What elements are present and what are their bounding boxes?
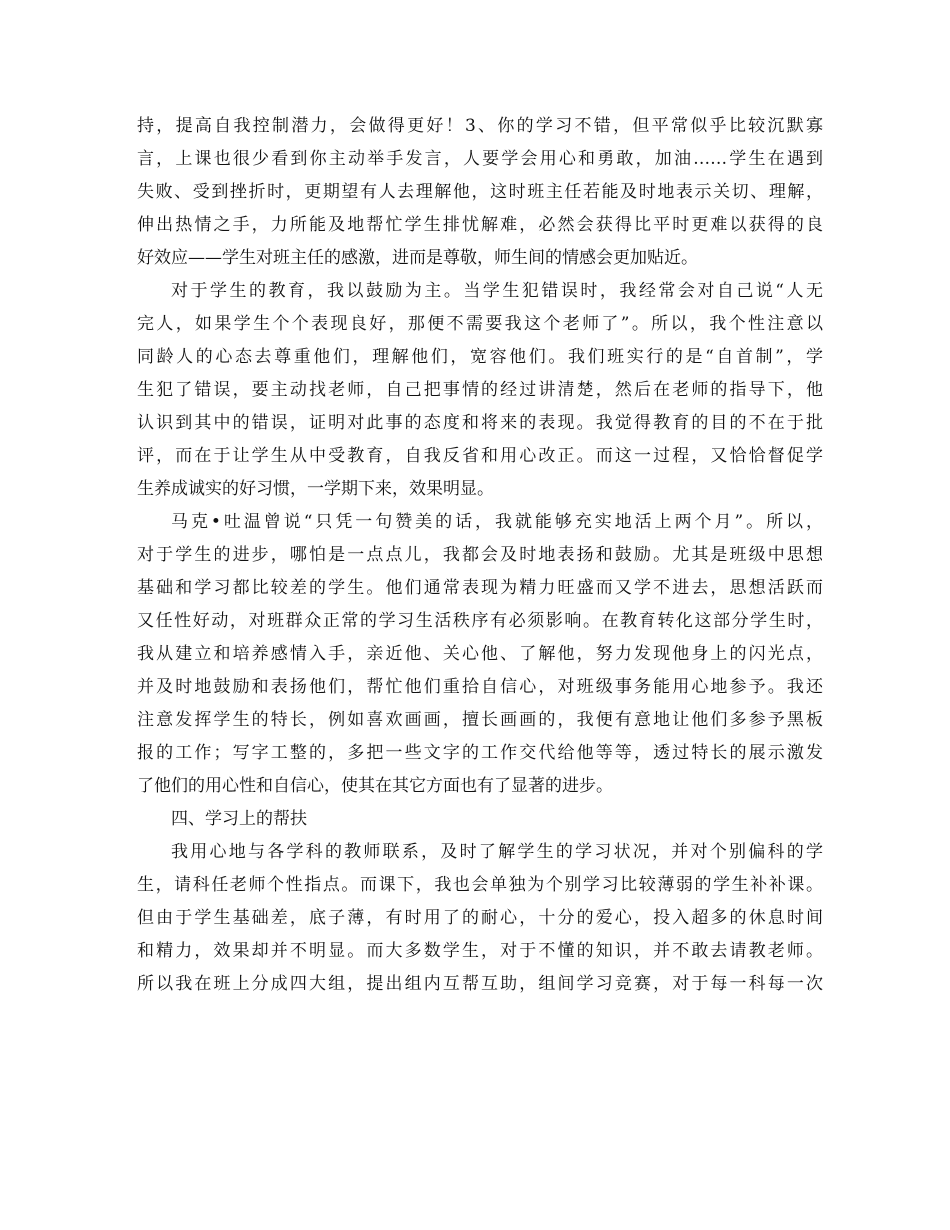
text-line: 和精力，效果却并不明显。而大多数学生，对于不懂的知识，并不敢去请教老师。 xyxy=(137,941,823,961)
text-line: 我用心地与各学科的教师联系，及时了解学生的学习状况，并对个别偏科的学 xyxy=(171,842,823,862)
text-line: 生养成诚实的好习惯，一学期下来，效果明显。 xyxy=(137,479,494,499)
text-line: 好效应——学生对班主任的感激，进而是尊敬，师生间的情感会更加贴近。 xyxy=(137,248,698,268)
text-line: 我从建立和培养感情入手，亲近他、关心他、了解他，努力发现他身上的闪光点， xyxy=(137,644,823,664)
text-line: 所以我在班上分成四大组，提出组内互帮互助，组间学习竞赛，对于每一科每一次 xyxy=(137,974,823,994)
text-line: 又任性好动，对班群众正常的学习生活秩序有必须影响。在教育转化这部分学生时， xyxy=(137,611,823,631)
text-line: 基础和学习都比较差的学生。他们通常表现为精力旺盛而又学不进去，思想活跃而 xyxy=(137,578,823,598)
text-line: 注意发挥学生的特长，例如喜欢画画，擅长画画的，我便有意地让他们多参予黑板 xyxy=(137,710,823,730)
text-line: 生犯了错误，要主动找老师，自己把事情的经过讲清楚，然后在老师的指导下，他 xyxy=(137,380,823,400)
text-line: 持，提高自我控制潜力，会做得更好！3、你的学习不错，但平常似乎比较沉默寡 xyxy=(137,116,823,136)
text-line: 评，而在于让学生从中受教育，自我反省和用心改正。而这一过程，又恰恰督促学 xyxy=(137,446,823,466)
text-line: 马克•吐温曾说“只凭一句赞美的话，我就能够充实地活上两个月”。所以， xyxy=(171,512,823,532)
text-line: 但由于学生基础差，底子薄，有时用了的耐心，十分的爱心，投入超多的休息时间 xyxy=(137,908,823,928)
text-line: 对于学生的进步，哪怕是一点点儿，我都会及时地表扬和鼓励。尤其是班级中思想 xyxy=(137,545,823,565)
text-line: 同龄人的心态去尊重他们，理解他们，宽容他们。我们班实行的是“自首制”，学 xyxy=(137,347,823,367)
text-line: 认识到其中的错误，证明对此事的态度和将来的表现。我觉得教育的目的不在于批 xyxy=(137,413,823,433)
text-line: 生，请科任老师个性指点。而课下，我也会单独为个别学习比较薄弱的学生补补课。 xyxy=(137,875,823,895)
text-line: 并及时地鼓励和表扬他们，帮忙他们重拾自信心，对班级事务能用心地参予。我还 xyxy=(137,677,823,697)
text-line: 完人，如果学生个个表现良好，那便不需要我这个老师了”。所以，我个性注意以 xyxy=(137,314,823,334)
text-line: 四、学习上的帮扶 xyxy=(171,809,307,829)
text-line: 对于学生的教育，我以鼓励为主。当学生犯错误时，我经常会对自己说“人无 xyxy=(171,281,823,301)
text-line: 报的工作；写字工整的，多把一些文字的工作交代给他等等，透过特长的展示激发 xyxy=(137,743,823,763)
document-body xyxy=(137,110,823,1001)
text-line: 了他们的用心性和自信心，使其在其它方面也有了显著的进步。 xyxy=(137,776,613,796)
text-line: 失败、受到挫折时，更期望有人去理解他，这时班主任若能及时地表示关切、理解， xyxy=(137,182,823,202)
text-line: 伸出热情之手，力所能及地帮忙学生排忧解难，必然会获得比平时更难以获得的良 xyxy=(137,215,823,235)
text-line: 言，上课也很少看到你主动举手发言，人要学会用心和勇敢，加油……学生在遇到 xyxy=(137,149,823,169)
